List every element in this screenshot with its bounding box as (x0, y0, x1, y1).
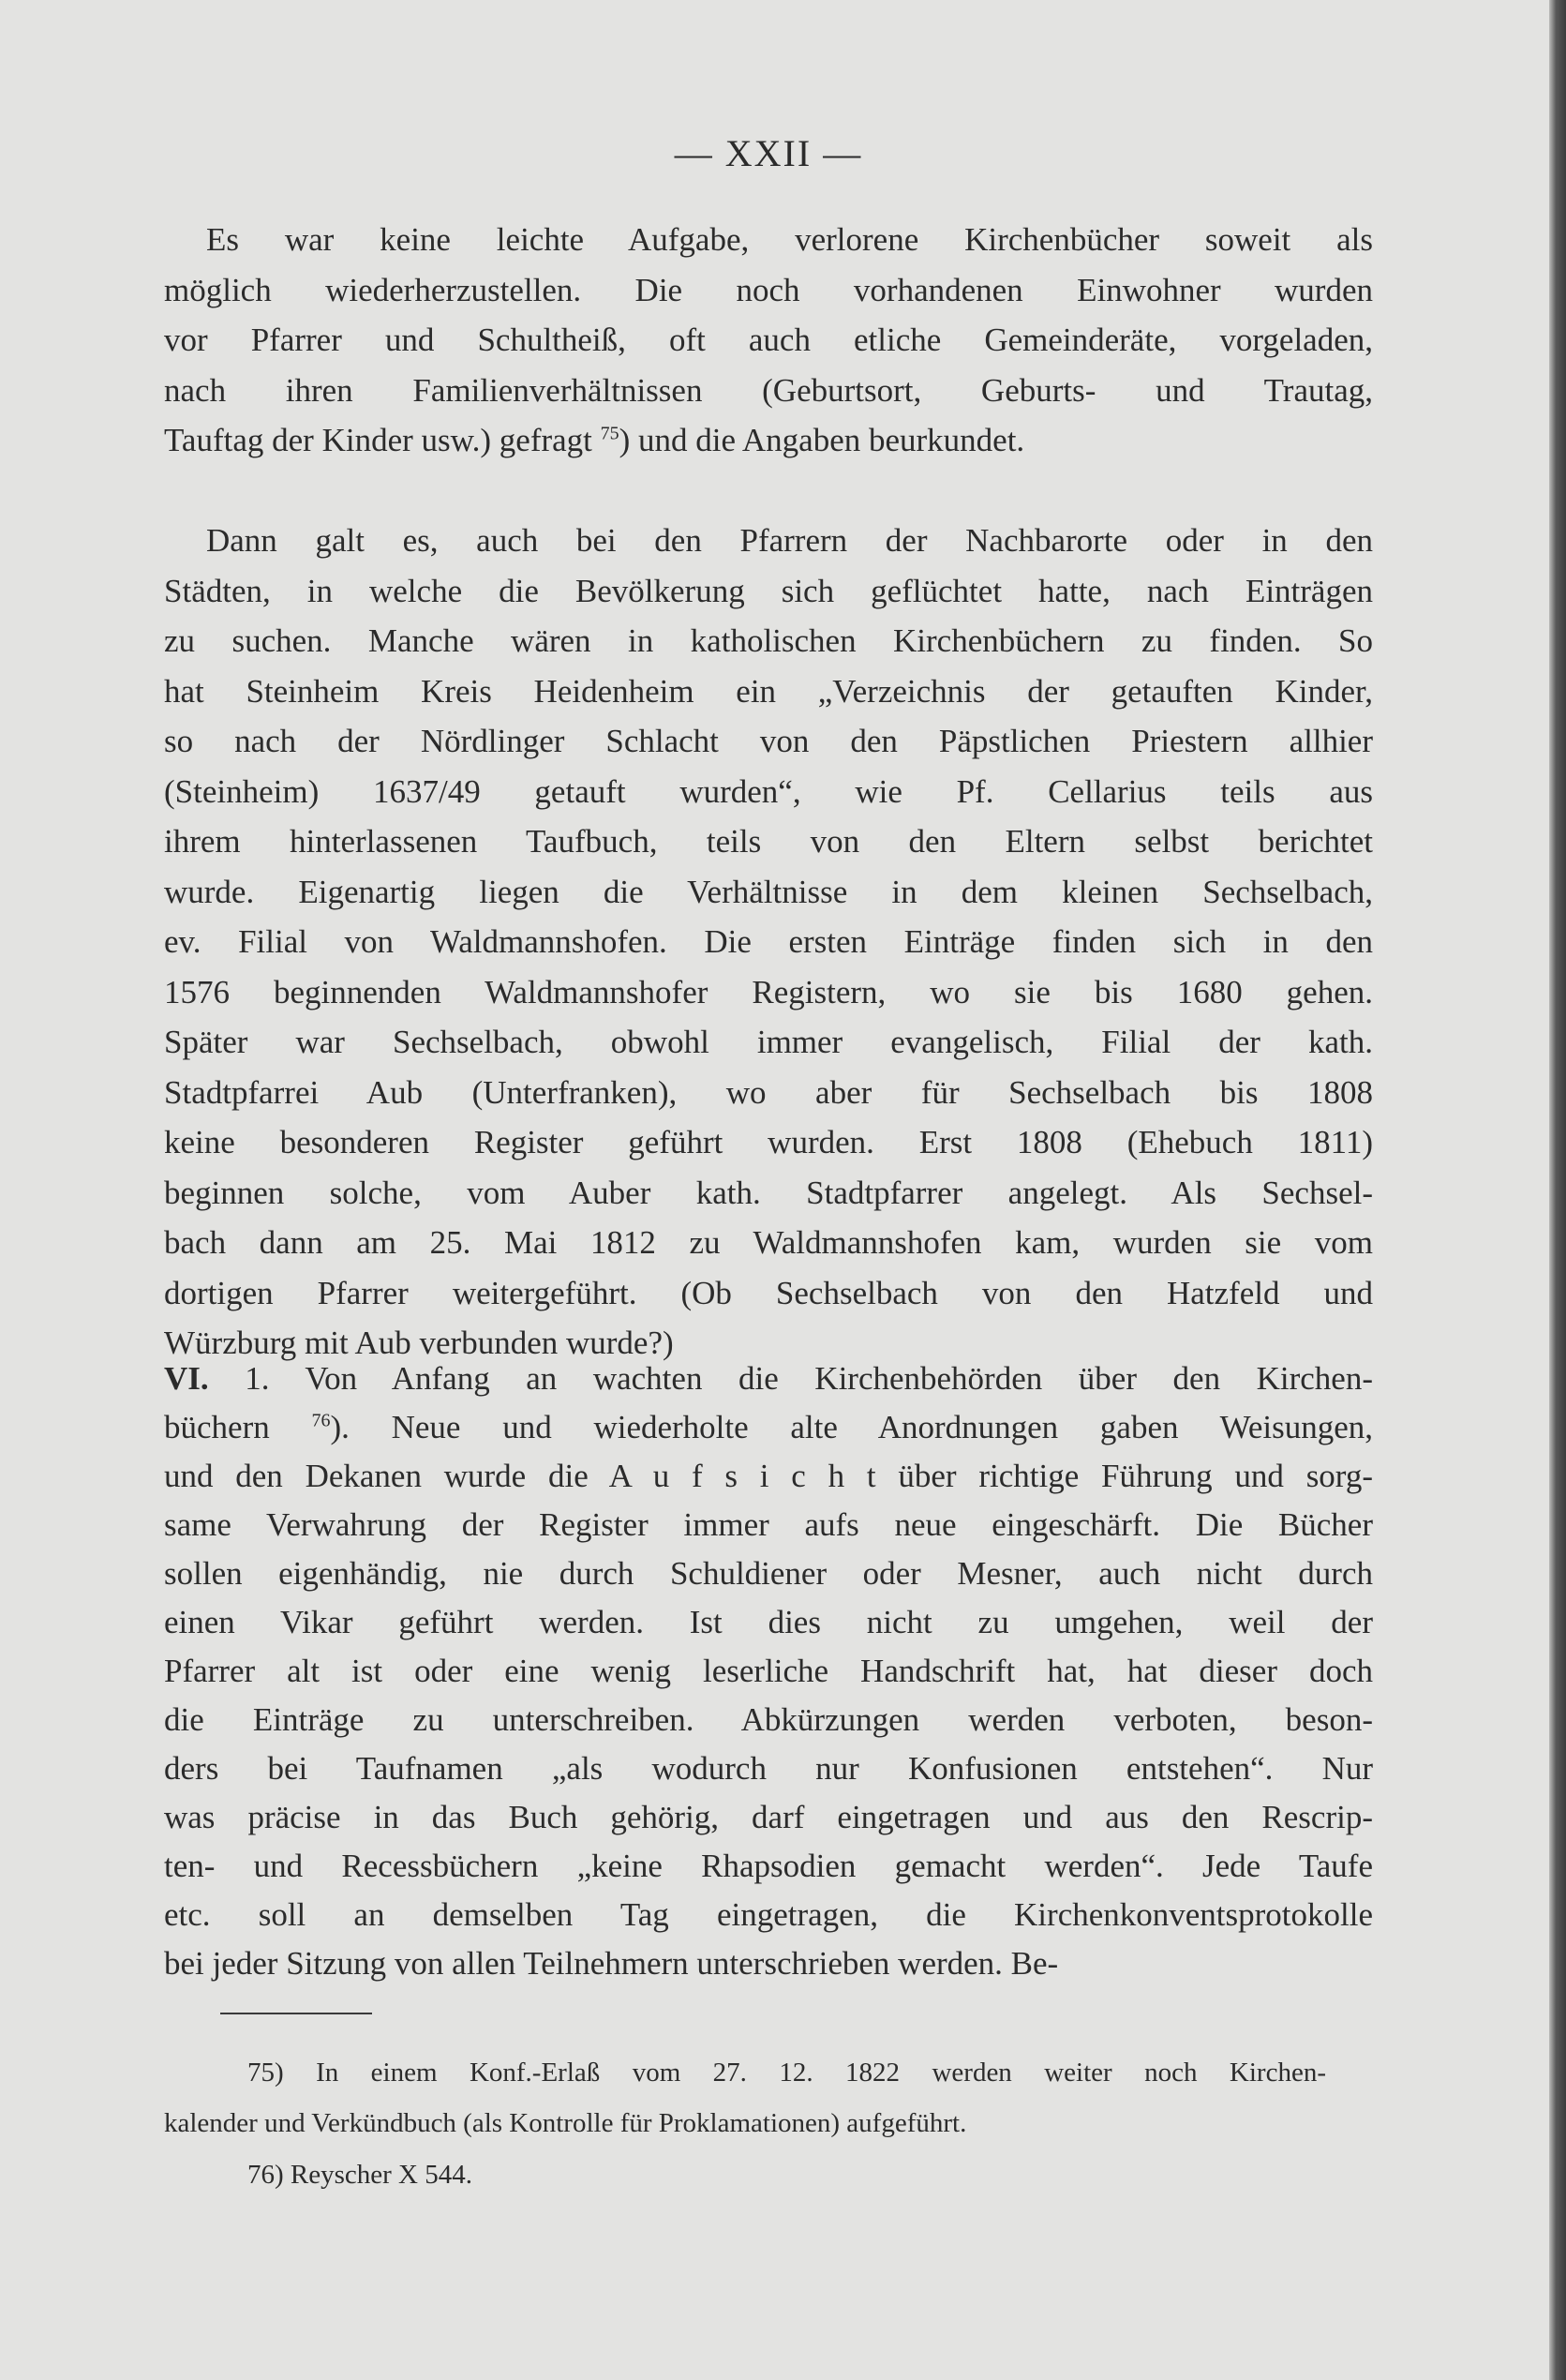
text-line: dortigen Pfarrer weitergeführt. (Ob Sechselbach von den Hatzfeld und (164, 1274, 1373, 1311)
text-line: Dann galt es, auch bei den Pfarrern der Nachbarorte oder in den (206, 522, 1373, 559)
text-segment: ). Neue und wiederholte alte Anordnungen gaben Weisungen, (330, 1409, 1373, 1445)
text-line: ihrem hinterlassenen Taufbuch, teils von den Eltern selbst berichtet (164, 823, 1373, 860)
text-line: Es war keine leichte Aufgabe, verlorene Kirchenbücher soweit als (206, 221, 1373, 258)
footnote-line: 76) Reyscher X 544. (247, 2160, 473, 2190)
text-line: zu suchen. Manche wären in katholischen Kirchenbüchern zu finden. So (164, 622, 1373, 659)
text-line: Stadtpfarrei Aub (Unterfranken), wo aber für Sechselbach bis 1808 (164, 1073, 1373, 1111)
text-line: 1576 beginnenden Waldmannshofer Registern, wo sie bis 1680 gehen. (164, 973, 1373, 1010)
text-line: hat Steinheim Kreis Heidenheim ein „Verzeichnis der getauften Kinder, (164, 672, 1373, 710)
footnote-line: 75) In einem Konf.-Erlaß vom 27. 12. 1822 werden weiter noch Kirchen- (247, 2058, 1326, 2088)
footnote-ref: 75 (600, 423, 619, 444)
text-line: Würzburg mit Aub verbunden wurde?) (164, 1325, 674, 1361)
text-line: sollen eigenhändig, nie durch Schuldiener oder Mesner, auch nicht durch (164, 1555, 1373, 1592)
text-line: same Verwahrung der Register immer aufs neue eingeschärft. Die Bücher (164, 1506, 1373, 1543)
text-line: einen Vikar geführt werden. Ist dies nicht zu umgehen, weil der (164, 1604, 1373, 1640)
text-line (164, 1358, 1373, 1400)
text-line: ders bei Taufnamen „als wodurch nur Konfusionen entstehen“. Nur (164, 1750, 1373, 1787)
section-number: VI. (164, 1360, 209, 1397)
text-line: nach ihren Familienverhältnissen (Geburtsort, Geburts- und Trautag, (164, 371, 1373, 409)
text-segment: 1. Von Anfang an wachten die Kirchenbehörden über den Kirchen- (208, 1360, 1373, 1397)
text-line: die Einträge zu unterschreiben. Abkürzungen werden verboten, beson- (164, 1701, 1373, 1738)
footnote-ref: 76 (311, 1410, 331, 1431)
text-line: bach dann am 25. Mai 1812 zu Waldmannshofen kam, wurden sie vom (164, 1224, 1373, 1261)
page-number: — XXII — (674, 132, 863, 174)
text-line: Städten, in welche die Bevölkerung sich geflüchtet hatte, nach Einträgen (164, 572, 1373, 609)
footnote-line: kalender und Verkündbuch (als Kontrolle für Proklamationen) aufgeführt. (164, 2108, 967, 2138)
text-segment: ) und die Angaben beurkundet. (619, 422, 1025, 458)
text-line: etc. soll an demselben Tag eingetragen, die Kirchenkonventsprotokolle (164, 1896, 1373, 1933)
page-edge-shadow (1549, 0, 1566, 2380)
text-line: ev. Filial von Waldmannshofen. Die ersten Einträge finden sich in den (164, 923, 1373, 960)
text-line: ten- und Recessbüchern „keine Rhapsodien gemacht werden“. Jede Taufe (164, 1848, 1373, 1884)
text-line: beginnen solche, vom Auber kath. Stadtpfarrer angelegt. Als Sechsel- (164, 1174, 1373, 1211)
text-line: vor Pfarrer und Schultheiß, oft auch etliche Gemeinderäte, vorgeladen, (164, 322, 1373, 358)
text-line: wurde. Eigenartig liegen die Verhältnisse in dem kleinen Sechselbach, (164, 873, 1373, 910)
text-line: und den Dekanen wurde die A u f s i c h t über richtige Führung und sorg- (164, 1458, 1373, 1494)
text-line (164, 1407, 1373, 1448)
text-line: was präcise in das Buch gehörig, darf eingetragen und aus den Rescrip- (164, 1799, 1373, 1835)
text-line: Pfarrer alt ist oder eine wenig leserliche Handschrift hat, hat dieser doch (164, 1653, 1373, 1689)
footnote-rule (220, 2013, 372, 2014)
text-line: Später war Sechselbach, obwohl immer evangelisch, Filial der kath. (164, 1024, 1373, 1060)
text-segment: büchern (164, 1409, 312, 1445)
text-line (164, 420, 1373, 461)
text-segment: Tauftag der Kinder usw.) gefragt (164, 422, 601, 458)
text-line: bei jeder Sitzung von allen Teilnehmern unterschrieben werden. Be- (164, 1945, 1059, 1982)
text-line: keine besonderen Register geführt wurden. Erst 1808 (Ehebuch 1811) (164, 1124, 1373, 1160)
text-line: (Steinheim) 1637/49 getauft wurden“, wie Pf. Cellarius teils aus (164, 772, 1373, 810)
text-line: möglich wiederherzustellen. Die noch vorhandenen Einwohner wurden (164, 271, 1373, 308)
text-line: so nach der Nördlinger Schlacht von den Päpstlichen Priestern allhier (164, 723, 1373, 759)
